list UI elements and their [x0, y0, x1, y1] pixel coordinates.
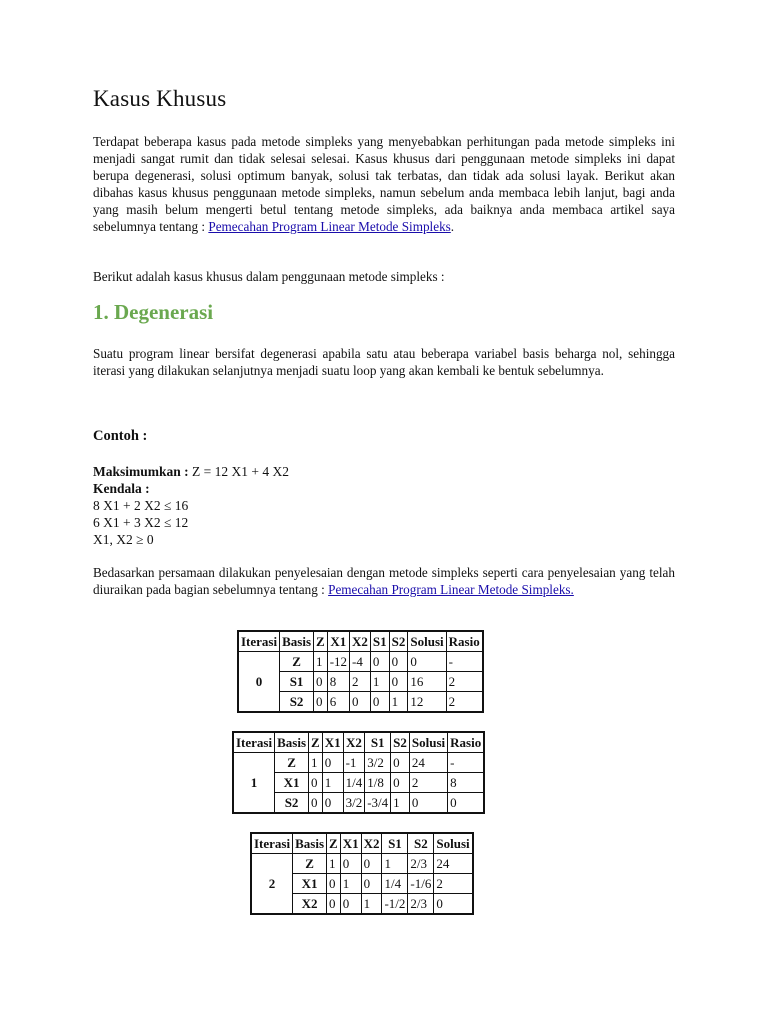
table-cell: 2 — [350, 672, 371, 692]
column-header: X1 — [340, 833, 361, 854]
table-cell: 2/3 — [408, 854, 434, 874]
basis-cell: S2 — [280, 692, 314, 713]
table-cell: -1/2 — [382, 894, 408, 915]
table-cell: 8 — [448, 773, 485, 793]
simplex-table-iteration-0 — [237, 630, 484, 713]
table-cell: 2/3 — [408, 894, 434, 915]
table-cell: 0 — [327, 894, 341, 915]
table-cell: 0 — [408, 652, 446, 672]
basis-cell: X1 — [275, 773, 309, 793]
simplex-article-link-2[interactable]: Pemecahan Program Linear Metode Simpleks. — [328, 582, 574, 597]
column-header: Z — [314, 631, 328, 652]
intro-followup: Berikut adalah kasus khusus dalam penggunaan metode simpleks : — [93, 269, 445, 284]
column-header: Z — [327, 833, 341, 854]
column-header: X1 — [327, 631, 349, 652]
table-cell: 0 — [409, 793, 447, 814]
table-cell: 1/4 — [382, 874, 408, 894]
table-cell: - — [446, 652, 483, 672]
constraint-1: 8 X1 + 2 X2 ≤ 16 — [93, 498, 189, 513]
column-header: X2 — [361, 833, 382, 854]
column-header: Z — [309, 732, 323, 753]
intro-text: Terdapat beberapa kasus pada metode simpleks yang menyebabkan perhitungan pada metode simpleks ini menjadi sangat rumit dan tidak selesai selesai. Kasus khusus dari penggunaan metode simpleks ini dapat berupa degenerasi, solusi optimum banyak, solusi tak terbatas, dan tidak ada solusi layak. Berikut akan dibahas kasus khusus penggunaan metode simpleks, namun sebelum anda membaca lebih lanjut, bagi anda yang masih belum mengerti betul tentang metode simpleks, ada baiknya anda membaca artikel saya sebelumnya tentang : — [93, 134, 675, 234]
table-cell: 16 — [408, 672, 446, 692]
column-header: Iterasi — [238, 631, 280, 652]
table-header-row — [233, 732, 484, 753]
table-cell: 0 — [434, 894, 473, 915]
table-cell: 1 — [389, 692, 408, 713]
simplex-article-link[interactable]: Pemecahan Program Linear Metode Simpleks — [208, 219, 451, 234]
table-cell: 0 — [391, 773, 410, 793]
column-header: Iterasi — [251, 833, 293, 854]
table-cell: 24 — [409, 753, 447, 773]
column-header: Solusi — [408, 631, 446, 652]
table-cell: -1/6 — [408, 874, 434, 894]
table-cell: 1/4 — [343, 773, 365, 793]
basis-cell: X2 — [293, 894, 327, 915]
objective-line — [93, 463, 289, 480]
intro-paragraph — [93, 133, 675, 235]
column-header: X2 — [343, 732, 365, 753]
table-cell: 0 — [314, 692, 328, 713]
solution-text: Bedasarkan persamaan dilakukan penyelesaian dengan metode simpleks seperti cara penyelesaian yang telah diuraikan pada bagian sebelumnya tentang : — [93, 565, 675, 597]
table-cell: 0 — [327, 874, 341, 894]
objective-label: Maksimumkan : — [93, 464, 193, 479]
table-cell: 3/2 — [365, 753, 391, 773]
table-cell: 8 — [327, 672, 349, 692]
table-cell: 1 — [309, 753, 323, 773]
column-header: X2 — [350, 631, 371, 652]
constraints-label: Kendala : — [93, 481, 150, 496]
table-cell: 1 — [370, 672, 389, 692]
table-cell: 0 — [314, 672, 328, 692]
column-header: S2 — [408, 833, 434, 854]
table-cell: 3/2 — [343, 793, 365, 814]
section-heading-degenerasi: 1. Degenerasi — [93, 300, 214, 324]
basis-cell: Z — [280, 652, 314, 672]
table-cell: -1 — [343, 753, 365, 773]
table-cell: -3/4 — [365, 793, 391, 814]
basis-cell: Z — [275, 753, 309, 773]
table-cell: 0 — [448, 793, 485, 814]
column-header: Iterasi — [233, 732, 275, 753]
table-cell: 1 — [314, 652, 328, 672]
table-row — [238, 652, 483, 672]
table-cell: 0 — [350, 692, 371, 713]
column-header: S2 — [389, 631, 408, 652]
table-cell: 0 — [389, 672, 408, 692]
iteration-number: 0 — [238, 652, 280, 713]
column-header: Rasio — [448, 732, 485, 753]
column-header: Basis — [280, 631, 314, 652]
degenerasi-paragraph: Suatu program linear bersifat degenerasi apabila satu atau beberapa variabel basis beharga nol, sehingga iterasi yang dilakukan selanjutnya menjadi suatu loop yang akan kembali ke bentuk sebelumnya. — [93, 346, 675, 378]
basis-cell: S2 — [275, 793, 309, 814]
table-cell: 0 — [391, 753, 410, 773]
table-cell: 1 — [382, 854, 408, 874]
table-row — [233, 753, 484, 773]
simplex-table-iteration-2 — [250, 832, 474, 915]
constraint-3: X1, X2 ≥ 0 — [93, 532, 154, 547]
column-header: Basis — [275, 732, 309, 753]
iteration-number: 1 — [233, 753, 275, 814]
table-cell: 0 — [370, 652, 389, 672]
contoh-label: Contoh : — [93, 428, 148, 444]
table-cell: 2 — [446, 672, 483, 692]
table-cell: - — [448, 753, 485, 773]
column-header: S1 — [370, 631, 389, 652]
simplex-table-iteration-1 — [232, 731, 485, 814]
table-cell: 6 — [327, 692, 349, 713]
table-cell: 0 — [389, 652, 408, 672]
table-cell: 1/8 — [365, 773, 391, 793]
lp-model — [93, 463, 289, 548]
table-cell: -4 — [350, 652, 371, 672]
intro-end: . — [450, 219, 455, 234]
table-cell: 2 — [434, 874, 473, 894]
table-cell: 24 — [434, 854, 473, 874]
table-cell: 0 — [340, 894, 361, 915]
column-header: S2 — [391, 732, 410, 753]
objective-expression: Z = 12 X1 + 4 X2 — [192, 464, 289, 479]
table-cell: -12 — [327, 652, 349, 672]
column-header: S1 — [382, 833, 408, 854]
table-cell: 1 — [327, 854, 341, 874]
table-cell: 1 — [322, 773, 343, 793]
table-header-row — [251, 833, 473, 854]
table-cell: 0 — [361, 874, 382, 894]
basis-cell: S1 — [280, 672, 314, 692]
table-header-row — [238, 631, 483, 652]
column-header: Rasio — [446, 631, 483, 652]
basis-cell: X1 — [293, 874, 327, 894]
page-title: Kasus Khusus — [93, 86, 227, 111]
table-cell: 2 — [409, 773, 447, 793]
solution-paragraph — [93, 564, 675, 598]
table-cell: 1 — [391, 793, 410, 814]
table-row — [251, 854, 473, 874]
table-cell: 0 — [309, 773, 323, 793]
column-header: Solusi — [434, 833, 473, 854]
table-cell: 0 — [322, 753, 343, 773]
table-cell: 12 — [408, 692, 446, 713]
table-cell: 1 — [361, 894, 382, 915]
constraint-2: 6 X1 + 3 X2 ≤ 12 — [93, 515, 189, 530]
column-header: Solusi — [409, 732, 447, 753]
basis-cell: Z — [293, 854, 327, 874]
column-header: X1 — [322, 732, 343, 753]
table-cell: 0 — [322, 793, 343, 814]
table-cell: 0 — [340, 854, 361, 874]
column-header: Basis — [293, 833, 327, 854]
table-cell: 2 — [446, 692, 483, 713]
table-cell: 0 — [361, 854, 382, 874]
table-cell: 1 — [340, 874, 361, 894]
table-cell: 0 — [309, 793, 323, 814]
table-cell: 0 — [370, 692, 389, 713]
iteration-number: 2 — [251, 854, 293, 915]
column-header: S1 — [365, 732, 391, 753]
